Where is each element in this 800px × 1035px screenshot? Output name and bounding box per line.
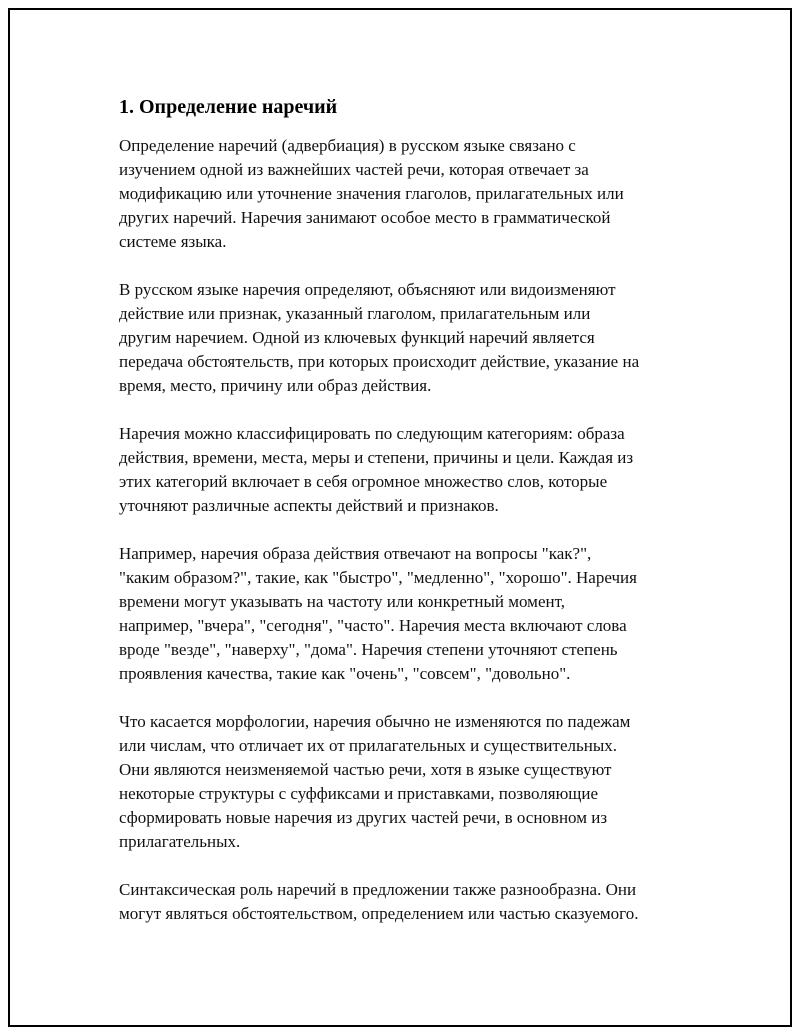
paragraph-line: время, место, причину или образ действия. xyxy=(119,376,432,395)
paragraph-line: Например, наречия образа действия отвечают на вопросы "как?", xyxy=(119,544,592,563)
paragraph-line: прилагательных. xyxy=(119,832,241,851)
paragraph-line: системе языка. xyxy=(119,232,227,251)
paragraph xyxy=(119,542,699,686)
document-page xyxy=(8,8,792,1027)
paragraph-line: действия, времени, места, меры и степени, причины и цели. Каждая из xyxy=(119,448,634,467)
paragraph-line: другим наречием. Одной из ключевых функций наречий является xyxy=(119,328,595,347)
paragraph-line: например, "вчера", "сегодня", "часто". Наречия места включают слова xyxy=(119,616,627,635)
paragraph xyxy=(119,134,699,254)
paragraph-line: Что касается морфологии, наречия обычно не изменяются по падежам xyxy=(119,712,631,731)
paragraph-line: передача обстоятельств, при которых происходит действие, указание на xyxy=(119,352,640,371)
paragraph-line: Определение наречий (адвербиация) в русском языке связано с xyxy=(119,136,576,155)
paragraph-line: уточняют различные аспекты действий и признаков. xyxy=(119,496,499,515)
paragraph xyxy=(119,878,699,926)
paragraph-line: могут являться обстоятельством, определением или частью сказуемого. xyxy=(119,904,639,923)
paragraph-line: Они являются неизменяемой частью речи, хотя в языке существуют xyxy=(119,760,612,779)
paragraph-line: этих категорий включает в себя огромное множество слов, которые xyxy=(119,472,608,491)
paragraph-line: действие или признак, указанный глаголом, прилагательным или xyxy=(119,304,591,323)
paragraph-line: "каким образом?", такие, как "быстро", "медленно", "хорошо". Наречия xyxy=(119,568,637,587)
paragraph-line: времени могут указывать на частоту или конкретный момент, xyxy=(119,592,565,611)
paragraph xyxy=(119,278,699,398)
document-content xyxy=(119,94,699,950)
paragraph-line: изучением одной из важнейших частей речи, которая отвечает за xyxy=(119,160,589,179)
section-title: 1. Определение наречий xyxy=(119,96,338,118)
paragraph-line: вроде "везде", "наверху", "дома". Наречия степени уточняют степень xyxy=(119,640,618,659)
paragraph-line: Наречия можно классифицировать по следующим категориям: образа xyxy=(119,424,625,443)
paragraph-line: В русском языке наречия определяют, объясняют или видоизменяют xyxy=(119,280,616,299)
paragraph-line: модификацию или уточнение значения глаголов, прилагательных или xyxy=(119,184,624,203)
paragraph-line: проявления качества, такие как "очень", "совсем", "довольно". xyxy=(119,664,571,683)
paragraph xyxy=(119,422,699,518)
paragraph-line: некоторые структуры с суффиксами и приставками, позволяющие xyxy=(119,784,599,803)
paragraph-line: Синтаксическая роль наречий в предложении также разнообразна. Они xyxy=(119,880,637,899)
paragraph xyxy=(119,710,699,854)
paragraph-line: или числам, что отличает их от прилагательных и существительных. xyxy=(119,736,617,755)
paragraph-line: других наречий. Наречия занимают особое место в грамматической xyxy=(119,208,611,227)
paragraph-line: сформировать новые наречия из других частей речи, в основном из xyxy=(119,808,608,827)
